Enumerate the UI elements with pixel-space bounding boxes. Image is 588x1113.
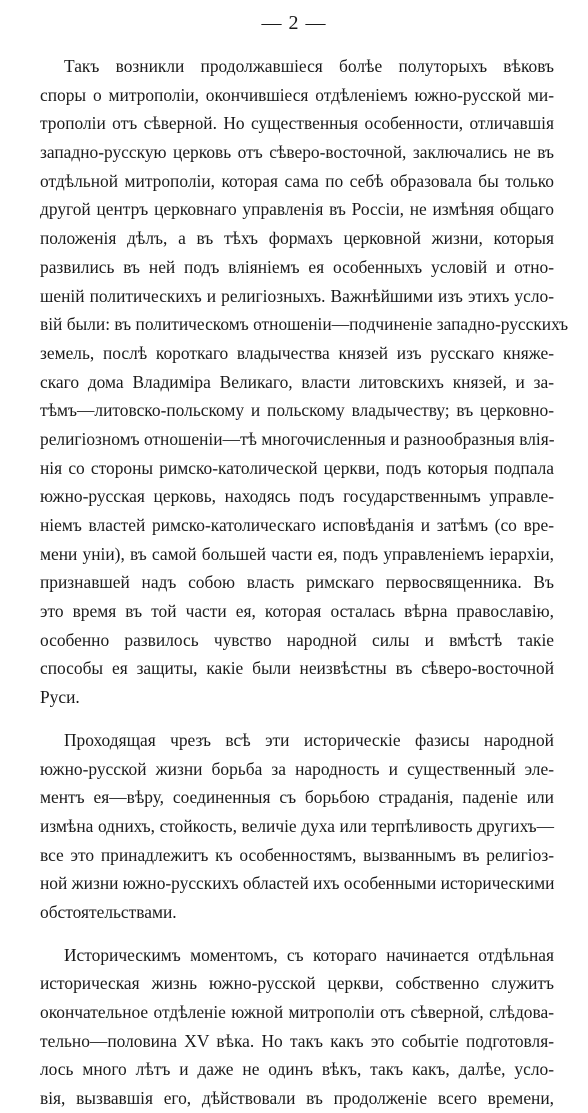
paragraph-spacer	[40, 927, 554, 941]
text-line: скаго дома Владиміра Великаго, власти литовскихъ князей, и за-	[40, 371, 554, 392]
text-line: южно-русская церковь, находясь подъ государственнымъ управле-	[40, 486, 554, 507]
text-line: измѣна однихъ, стойкость, величіе духа или терпѣливость другихъ—	[40, 815, 554, 836]
text-line: ментъ ея—вѣру, соединенныя съ борьбою страданія, паденіе или	[40, 787, 554, 808]
text-line: все это принадлежитъ къ особенностямъ, вызваннымъ въ религіоз-	[40, 844, 554, 865]
text-line: Проходящая чрезъ всѣ эти историческіе фазисы народной	[64, 729, 554, 750]
text-line: тѣмъ—литовско-польскому и польскому владычеству; въ церковно-	[40, 400, 554, 421]
text-line: способы ея защиты, какіе были неизвѣстны въ сѣверо-восточной	[40, 658, 554, 679]
text-line: споры о митрополіи, окончившіеся отдѣленіемъ южно-русской ми-	[40, 84, 554, 105]
paragraph-1	[40, 52, 569, 712]
text-line: признавшей надъ собою власть римскаго первосвященника. Въ	[40, 572, 554, 593]
text-line: ніемъ властей римско-католическаго исповѣданія и затѣмъ (со вре-	[40, 515, 554, 535]
text-line: окончательное отдѣленіе южной митрополіи отъ сѣверной, слѣдова-	[40, 1002, 554, 1022]
text-line: трополіи отъ сѣверной. Но существенныя особенности, отличавшія	[40, 113, 554, 134]
text-line: вія, вызвавшія его, дѣйствовали въ продолженіе всего времени,	[40, 1088, 554, 1109]
body-text	[40, 52, 569, 1113]
paragraph-3	[40, 941, 554, 1113]
text-line: положенія дѣлъ, а въ тѣхъ формахъ церковной жизни, которыя	[40, 228, 554, 249]
text-line: тельно—половина XV вѣка. Но такъ какъ это событіе подготовля-	[40, 1030, 554, 1051]
text-line: отдѣльной митрополіи, которая сама по себѣ образовала бы только	[40, 170, 554, 191]
text-line: Такъ возникли продолжавшіеся болѣе полуторыхъ вѣковъ	[64, 56, 554, 76]
text-line: западно-русскую церковь отъ сѣверо-восточной, заключались не въ	[40, 142, 554, 163]
text-line: мени уніи), въ самой большей части ея, подъ управленіемъ іерархіи,	[40, 543, 554, 564]
paragraph-2	[40, 726, 554, 927]
text-line: вій были: въ политическомъ отношеніи—подчиненіе западно-русскихъ	[40, 314, 569, 335]
text-line: историческая жизнь южно-русской церкви, собственно служитъ	[40, 973, 554, 994]
text-line: лось много лѣтъ и даже не одинъ вѣкъ, такъ какъ, далѣе, усло-	[40, 1059, 554, 1080]
text-line: обстоятельствами.	[40, 901, 177, 922]
text-line: земель, послѣ короткаго владычества князей изъ русскаго княже-	[40, 342, 554, 363]
paragraph-spacer	[40, 712, 554, 726]
text-line: религіозномъ отношеніи—тѣ многочисленныя и разнообразныя влія-	[40, 428, 555, 449]
text-line: южно-русской жизни борьба за народность и существенный эле-	[40, 758, 554, 779]
text-line: Историческимъ моментомъ, съ котораго начинается отдѣльная	[64, 944, 554, 965]
text-line: шеній политическихъ и религіозныхъ. Важнѣйшими изъ этихъ усло-	[40, 285, 554, 306]
text-line: другой центръ церковнаго управленія въ Россіи, не измѣняя общаго	[40, 199, 554, 220]
text-line: ной жизни южно-русскихъ областей ихъ особенными историческими	[40, 873, 555, 894]
text-line: развились въ ней подъ вліяніемъ ея особенныхъ условій и отно-	[40, 256, 554, 277]
text-line: особенно развилось чувство народной силы и вмѣстѣ такіе	[40, 629, 554, 650]
text-line: это время въ той части ея, которая осталась вѣрна православію,	[40, 601, 554, 622]
page-number: — 2 —	[261, 12, 327, 34]
text-line: Руси.	[40, 687, 80, 708]
text-line: нія со стороны римско-католической церкви, подъ которыя подпала	[40, 457, 554, 478]
